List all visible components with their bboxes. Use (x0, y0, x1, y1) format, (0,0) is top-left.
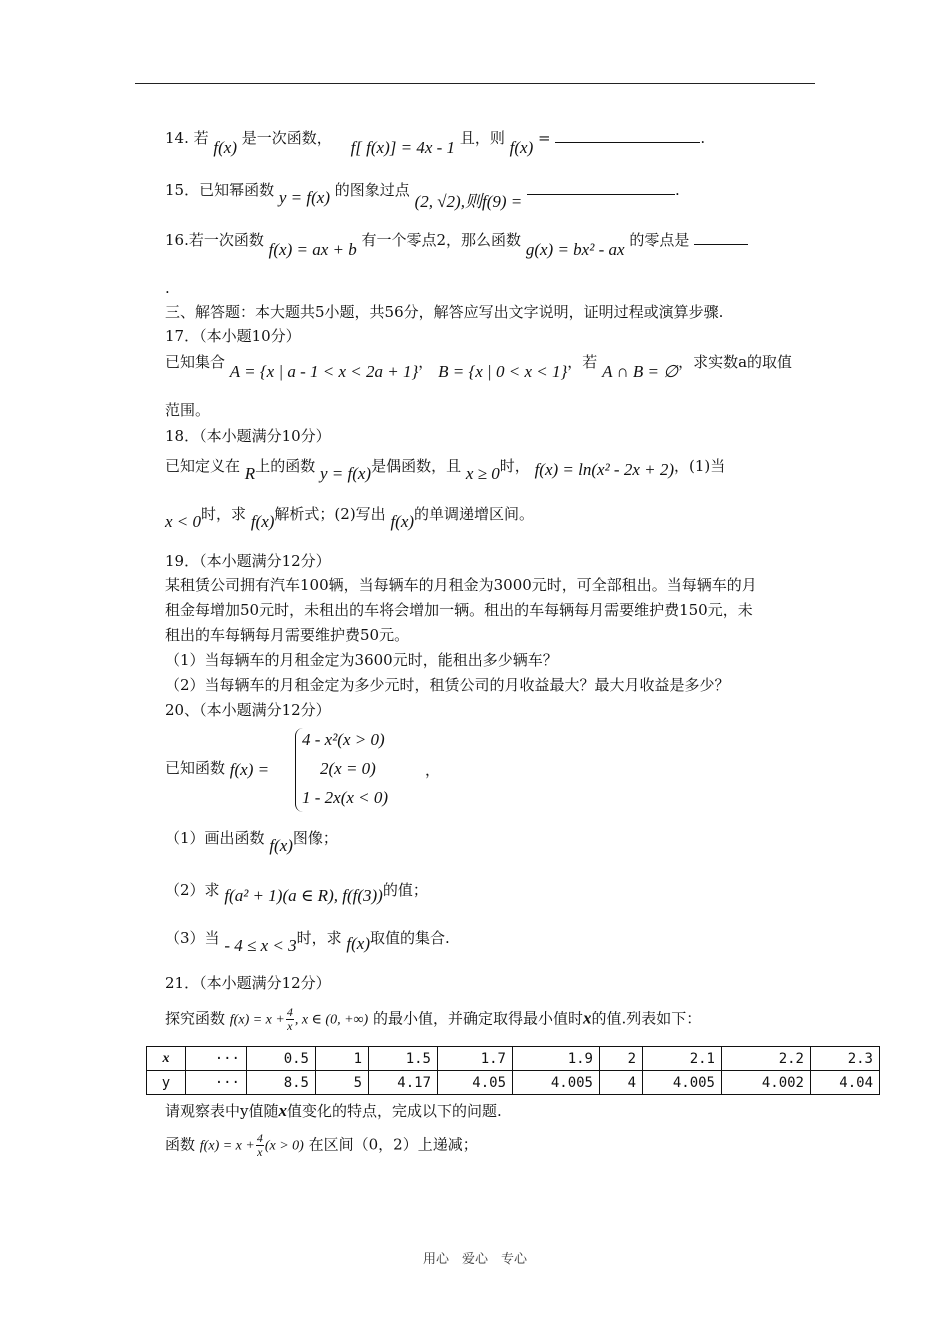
table-cell: 4.005 (513, 1071, 600, 1095)
q20-p1-fx: f(x) (269, 836, 293, 855)
q20-p2-text: （2）求 (165, 881, 220, 899)
table-cell: 4.005 (643, 1071, 722, 1095)
q19-line3: 租出的车每辆每月需要维护费50元。 (165, 626, 410, 644)
q15-equation: y = f(x) (278, 188, 330, 207)
q20-p2-equation: f(a² + 1)(a ∈ R), f(f(3)) (224, 886, 383, 905)
q20-p3-text: （3）当 (165, 929, 220, 947)
q17-text1: 已知集合 (165, 353, 226, 371)
table-cell: 1.9 (513, 1047, 600, 1071)
q21-fn2-prefix: f(x) = x + (199, 1138, 255, 1154)
q14-number: 14. 若 (165, 129, 209, 147)
q19-line2: 租金每增加50元时，未租出的车将会增加一辆。租出的车每辆每月需要维护费150元，未 (165, 601, 753, 619)
q18-text8: 的单调递增区间。 (414, 505, 535, 523)
q20-p3-text3: 取值的集合. (369, 929, 450, 947)
table-cell: 5 (316, 1071, 369, 1095)
q20-p3-condition: - 4 ≤ x < 3 (224, 936, 297, 955)
q16-answer-blank[interactable] (694, 232, 748, 245)
q14-answer-blank[interactable] (555, 130, 700, 143)
q20-piecewise-brace (295, 728, 406, 812)
table-cell: 2.1 (643, 1047, 722, 1071)
q21-frac2-num: 4 (256, 1131, 263, 1145)
question-15 (165, 180, 680, 211)
q20-case3: 1 - 2x(x < 0) (302, 788, 389, 807)
q14-text2: 且，则 (459, 129, 505, 147)
q18-equation2: f(x) = ln(x² - 2x + 2) (534, 460, 675, 479)
q16-text2: 的零点是 (629, 231, 690, 249)
q16-equation2: g(x) = bx² - ax (525, 240, 625, 259)
q20-definition (165, 758, 269, 778)
table-cell: 2.3 (811, 1047, 880, 1071)
question-16 (165, 230, 748, 259)
q15-answer-blank[interactable] (527, 182, 675, 195)
q20-text1: 已知函数 (165, 759, 226, 777)
q17-text2: ，若 (567, 353, 598, 371)
header-rule (135, 83, 815, 84)
q21-decrease-text1: 函数 (165, 1135, 196, 1154)
q21-text2: 的最小值，并确定取得最小值时 (372, 1009, 583, 1028)
q16-text1: 有一个零点2，那么函数 (361, 231, 522, 249)
q14-text3: = (538, 129, 551, 147)
q14-equation: f[ f(x)] = 4x - 1 (350, 138, 456, 157)
q17-set-b: B = {x | 0 < x < 1} (438, 362, 568, 381)
q20-part3 (165, 928, 450, 955)
q20-part2 (165, 880, 428, 905)
q18-set-r: R (244, 464, 256, 483)
q17-set-a: A = {x | a - 1 < x < 2a + 1} (229, 362, 419, 381)
q21-text1: 探究函数 (165, 1009, 226, 1028)
table-cell: 4.002 (722, 1071, 811, 1095)
table-cell: 0.5 (247, 1047, 316, 1071)
table-cell: 1 (316, 1047, 369, 1071)
q19-line4: （1）当每辆车的月租金定为3600元时，能租出多少辆车？ (165, 651, 558, 669)
q21-fn-domain: , x ∈ (0, +∞) (294, 1012, 369, 1028)
q14-period: . (700, 129, 706, 147)
q18-condition: x ≥ 0 (465, 464, 500, 483)
q21-fraction2 (256, 1132, 264, 1159)
q20-p3-fx: f(x) (346, 934, 370, 953)
q21-observe (165, 1101, 502, 1121)
table-row (147, 1047, 880, 1071)
table-cell: y (147, 1071, 186, 1095)
q18-text1: 已知定义在 (165, 457, 241, 475)
q19-line5: （2）当每辆车的月租金定为多少元时，租赁公司的月收益最大？最大月收益是多少？ (165, 676, 730, 694)
q20-p2-text2: 的值； (382, 881, 428, 899)
q14-fx2: f(x) (509, 138, 534, 157)
q21-frac-den: x (287, 1019, 293, 1033)
q18-condition2: x < 0 (165, 512, 202, 531)
q18-text7: 解析式；(2)写出 (274, 505, 386, 523)
q21-heading: 21．（本小题满分12分） (165, 974, 331, 992)
table-cell: 4.04 (811, 1071, 880, 1095)
q19-line1: 某租赁公司拥有汽车100辆，当每辆车的月租金为3000元时，可全部租出。当每辆车的月 (165, 576, 757, 594)
table-row (147, 1071, 880, 1095)
table-cell: 1.5 (369, 1047, 438, 1071)
page-footer: 用心 爱心 专心 (422, 1252, 527, 1267)
q20-comma: ， (425, 761, 441, 779)
q16-equation: f(x) = ax + b (268, 240, 357, 259)
q21-frac-num: 4 (286, 1005, 293, 1019)
q21-x: x (582, 1008, 592, 1028)
q17-heading: 17．（本小题10分） (165, 327, 301, 345)
q15-point: (2, √2),则f(9) = (414, 192, 523, 211)
table-cell: x (147, 1047, 186, 1071)
q18-heading: 18．（本小题满分10分） (165, 427, 331, 445)
q15-period: . (675, 181, 680, 199)
q16-period: . (165, 279, 170, 297)
q17-condition: A ∩ B = ∅ (602, 362, 679, 381)
q20-fx: f(x) = (229, 760, 270, 779)
table-cell: ··· (186, 1071, 247, 1095)
table-cell: 2 (600, 1047, 643, 1071)
q21-text3: 的值.列表如下： (591, 1009, 702, 1028)
table-cell: 4.17 (369, 1071, 438, 1095)
q18-text6: 时，求 (201, 505, 247, 523)
table-cell: 1.7 (438, 1047, 513, 1071)
table-cell: 4.05 (438, 1071, 513, 1095)
q20-case2: 2(x = 0) (320, 759, 376, 778)
q18-equation1: y = f(x) (319, 464, 372, 483)
table-cell: 8.5 (247, 1071, 316, 1095)
q17-sep: ， (418, 353, 434, 371)
q17-body (165, 352, 793, 381)
q21-observe-text2: 值变化的特点，完成以下的问题. (286, 1102, 502, 1120)
table-cell: 4 (600, 1071, 643, 1095)
q21-decrease-text2: 在区间（0，2）上递减； (308, 1135, 478, 1154)
q15-number: 15．已知幂函数 (165, 181, 275, 199)
value-table (146, 1046, 880, 1095)
table-cell: 2.2 (722, 1047, 811, 1071)
q14-text1: 是一次函数， (241, 129, 332, 147)
question-14 (165, 128, 706, 157)
q20-p1-text2: 图像； (292, 829, 338, 847)
q20-part1 (165, 828, 338, 855)
q18-text4: 时， (499, 457, 530, 475)
q18-body-line2 (165, 504, 535, 531)
q21-frac2-den: x (257, 1145, 263, 1159)
q20-p3-text2: 时，求 (296, 929, 342, 947)
q20-p1-text: （1）画出函数 (165, 829, 265, 847)
q21-fn-prefix: f(x) = x + (229, 1012, 285, 1028)
q14-fx: f(x) (213, 138, 237, 157)
q18-text2: 上的函数 (255, 457, 316, 475)
q18-text3: 是偶函数，且 (371, 457, 462, 475)
q20-heading: 20、（本小题满分12分） (165, 701, 331, 719)
q21-fraction (286, 1006, 294, 1033)
q21-fn2-domain: (x > 0) (264, 1138, 304, 1154)
q21-intro (165, 1006, 701, 1033)
q18-text5: ，(1)当 (674, 457, 726, 475)
q21-decrease (165, 1132, 478, 1159)
q21-observe-x: x (278, 1101, 287, 1120)
table-cell: ··· (186, 1047, 247, 1071)
q19-heading: 19．（本小题满分12分） (165, 552, 331, 570)
q20-case1: 4 - x²(x > 0) (302, 730, 385, 749)
q16-number: 16.若一次函数 (165, 231, 264, 249)
q18-body-line1 (165, 456, 726, 483)
q18-fx: f(x) (250, 512, 275, 531)
q17-text3: ，求实数a的取值 (678, 353, 793, 371)
section-3-heading: 三、解答题：本大题共5小题，共56分，解答应写出文字说明，证明过程或演算步骤. (165, 303, 724, 321)
q15-text1: 的图象过点 (334, 181, 410, 199)
q18-fx2: f(x) (390, 512, 415, 531)
q21-observe-text1: 请观察表中y值随 (165, 1102, 279, 1120)
q17-text4: 范围。 (165, 401, 211, 419)
